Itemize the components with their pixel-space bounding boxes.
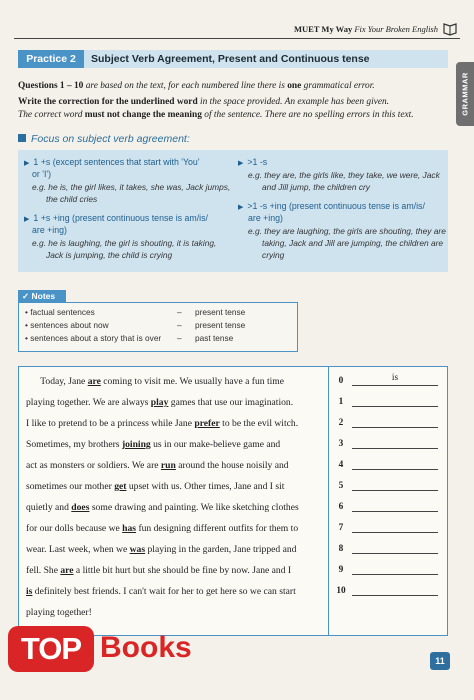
answer-line — [352, 595, 438, 596]
answer-number: 1 — [338, 397, 344, 407]
rule-example-cont: crying — [262, 250, 285, 260]
header-rule — [14, 38, 460, 39]
passage-line: act as monsters or soldiers. We are run around the house noisily and — [26, 460, 289, 471]
rule-example-cont: the child cries — [46, 194, 98, 204]
underlined-error-word: play — [150, 397, 169, 408]
rule-heading: ▶ 1 +s (except sentences that start with 'You' — [24, 157, 200, 167]
answer-number: 10 — [336, 586, 346, 596]
passage-line: quietly and does some drawing and painting. We like sketching clothes — [26, 502, 299, 513]
rule-example: e.g. they are laughing, the girls are shouting, they are — [248, 226, 446, 236]
notes-box — [18, 302, 298, 352]
practice-title-bar — [18, 50, 448, 68]
underlined-error-word: run — [160, 460, 176, 471]
answer-field[interactable]: is — [391, 373, 399, 383]
triangle-bullet-icon: ▶ — [238, 204, 244, 211]
underlined-error-word: get — [114, 481, 127, 492]
rule-example-cont: Jack is jumping, the child is crying — [46, 250, 173, 260]
instruction-line-2: Write the correction for the underlined word in the space provided. An example has been given. — [18, 97, 390, 107]
passage-line: fell. She are a little bit hurt but she should be fine by now. Jane and I — [26, 565, 292, 576]
rule-heading-cont: are +ing) — [248, 213, 283, 223]
answer-number: 2 — [338, 418, 344, 428]
answer-number: 6 — [338, 502, 344, 512]
answer-line — [352, 490, 438, 491]
logo-books: Books — [100, 631, 192, 664]
topbooks-logo — [8, 626, 208, 672]
note-row: • factual sentences – present tense — [25, 307, 246, 317]
passage-line: sometimes our mother get upset with us. Other times, Jane and I sit — [26, 481, 285, 492]
answer-number: 9 — [338, 565, 344, 575]
underlined-error-word: does — [71, 502, 90, 513]
book-icon — [442, 20, 458, 36]
answer-line — [352, 385, 438, 386]
practice-title: Subject Verb Agreement, Present and Continuous tense — [91, 53, 370, 65]
underlined-error-word: is — [26, 586, 33, 597]
underlined-error-word: has — [122, 523, 137, 534]
note-row: • sentences about now – present tense — [25, 320, 246, 330]
running-header — [294, 24, 438, 34]
passage-line: wear. Last week, when we was playing in the garden, Jane tripped and — [26, 544, 297, 555]
triangle-bullet-icon: ▶ — [24, 160, 30, 167]
passage-divider — [328, 366, 329, 636]
rule-heading-cont: or 'I') — [32, 169, 51, 179]
underlined-error-word: was — [129, 544, 146, 555]
answer-line — [352, 511, 438, 512]
passage-line: is definitely best friends. I can't wait for her to get here so we can start — [26, 586, 296, 597]
rule-example: e.g. he is, the girl likes, it takes, she was, Jack jumps, — [32, 182, 231, 192]
answer-line — [352, 406, 438, 407]
rule-example: e.g. they are, the girls like, they take, we were, Jack — [248, 170, 440, 180]
answer-line — [352, 574, 438, 575]
rule-example: e.g. he is laughing, the girl is shouting, it is taking, — [32, 238, 217, 248]
answer-line — [352, 553, 438, 554]
answer-line — [352, 532, 438, 533]
underlined-error-word: prefer — [194, 418, 220, 429]
rules-box — [18, 150, 448, 272]
rule-heading-cont: are +ing) — [32, 225, 67, 235]
instruction-line-1: Questions 1 – 10 are based on the text, for each numbered line there is one grammatical error. — [18, 81, 375, 91]
underlined-error-word: are — [87, 376, 101, 387]
note-row: • sentences about a story that is over – past tense — [25, 333, 234, 343]
answer-number: 8 — [338, 544, 344, 554]
rule-heading: ▶ 1 +s +ing (present continuous tense is am/is/ — [24, 213, 208, 223]
practice-badge: Practice 2 — [18, 50, 84, 68]
passage-line: Sometimes, my brothers joining us in our make-believe game and — [26, 439, 281, 450]
answer-line — [352, 427, 438, 428]
underlined-error-word: are — [60, 565, 74, 576]
answer-number: 7 — [338, 523, 344, 533]
answer-number: 0 — [338, 376, 344, 386]
rule-heading: ▶ >1 -s — [238, 157, 268, 167]
answer-number: 5 — [338, 481, 344, 491]
focus-heading: Focus on subject verb agreement: — [18, 133, 190, 145]
passage-line: playing together. We are always play games that use our imagination. — [26, 397, 294, 408]
instruction-line-3: The correct word must not change the meaning of the sentence. There are no spelling errors in this text. — [18, 110, 414, 120]
passage-line: I like to pretend to be a princess while Jane prefer to be the evil witch. — [26, 418, 299, 429]
answer-number: 3 — [338, 439, 344, 449]
passage-line: for our dolls because we has fun designing different outfits for them to — [26, 523, 299, 534]
passage-line: playing together! — [26, 607, 92, 618]
page-number: 11 — [430, 652, 450, 670]
answer-line — [352, 469, 438, 470]
rule-heading: ▶ >1 -s +ing (present continuous tense is am/is/ — [238, 201, 425, 211]
logo-top: TOP — [8, 626, 94, 672]
rule-example-cont: and Jill jump, the children cry — [262, 182, 370, 192]
triangle-bullet-icon: ▶ — [24, 216, 30, 223]
answer-number: 4 — [338, 460, 344, 470]
grammar-side-tab[interactable]: GRAMMAR — [456, 62, 474, 126]
notes-badge: ✓ Notes — [18, 290, 66, 302]
series-title: MUET My Way — [293, 24, 353, 34]
answer-line — [352, 448, 438, 449]
passage-line: Today, Jane are coming to visit me. We usually have a fun time — [26, 376, 284, 387]
underlined-error-word: joining — [121, 439, 151, 450]
triangle-bullet-icon: ▶ — [238, 160, 244, 167]
rule-example-cont: taking, Jack and Jill are jumping, the children are — [262, 238, 444, 248]
series-subtitle: Fix Your Broken English — [354, 24, 438, 34]
square-bullet-icon — [18, 134, 26, 142]
